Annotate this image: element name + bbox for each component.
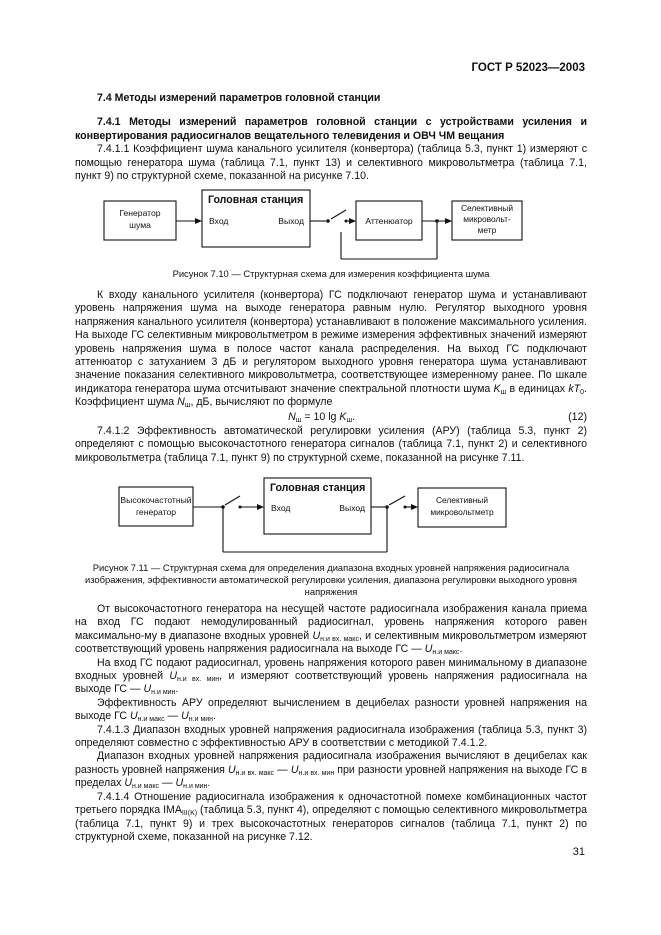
paragraph-7-4-1-4: 7.4.1.4 Отношение радиосигнала изображения к одночастотной помехе комбинационных частот третьего порядка $IMA_{III(K)}$ (таблица 5.3, пункт 4), определяют с помощью селективного микровольтметра (таблица 7.1, пункт 9) и трех высокочастотных генераторов сигналов (таблица 7.1, пункт 2) по структурной схеме, показанной на рисунке 7.12. (75, 790, 587, 843)
figure-7-10-caption: Рисунок 7.10 — Структурная схема для измерения коэффициента шума (172, 268, 490, 279)
paragraph-7-4-1-3: 7.4.1.3 Диапазон входных уровней напряжения радиосигнала изображения (таблица 5.3, пункт 3) определяют совместно с эффективностью АРУ в соответствии с методикой 7.4.1.2. (75, 723, 587, 750)
fig710-attenuator-label: Аттенюатор (365, 216, 413, 226)
fig711-gen-label-1: Высокочастотный (120, 495, 192, 505)
formula-12: $N_ш = 10$ $\lg K_ш$. (12) (288, 410, 587, 424)
fig711-output-label: Выход (339, 503, 365, 513)
fig710-gen-label-2: шума (129, 220, 151, 230)
fig710-input-label: Вход (209, 216, 229, 226)
heading-7-4-1: 7.4.1 Методы измерений параметров головной станции с устройствами усиления и конвертирования радиосигналов вещательного телевидения и ОВЧ ЧМ вещания (75, 116, 587, 142)
paragraph-agc-efficiency: Эффективность АРУ определяют вычислением в децибелах разности уровней напряжения на выходе ГС $U_{н.и макс}$ — $U_{н.и мин}$. (75, 696, 587, 724)
fig711-gen-label-2: генератор (135, 507, 177, 517)
page-number: 31 (572, 846, 585, 858)
fig711-input-label: Вход (271, 503, 291, 513)
fig711-meter-label-2: микровольтметр (430, 507, 494, 517)
fig710-meter-label-2: микровольт- (463, 214, 511, 224)
paragraph-input-range: Диапазон входных уровней напряжения радиосигнала изображения вычисляют в децибелах как разность уровней напряжения $U_{н.и вх. макс}$ — $U_{н.и вх. мин}$ при разности уровней напряжения на выходе ГС в пределах $U_{н.и макс}$ — $U_{н.и мин}$. (75, 750, 588, 791)
formula-number: (12) (568, 410, 587, 423)
fig710-station-title: Головная станция (208, 194, 304, 206)
fig710-output-label: Выход (278, 216, 304, 226)
paragraph-max-level: От высокочастотного генератора на несущей частоте радиосигнала изображения канала приема на вход ГС подают немодулированный радиосигнал, уровень напряжения которого равен максимально-му в диапазоне входных уровней $U_{н.и вх. макс}$, и селективным микровольтметром измеряют соответствующий уровень напряжения радиосигнала на выходе ГС — $U_{н.и макс}$. (75, 603, 587, 657)
figure-7-11-caption: Рисунок 7.11 — Структурная схема для определения диапазона входных уровней напряжения радиосигнала изображения, эффективности автоматической регулировки усиления, диапазона регулировки выходного уровня напряжения (84, 562, 578, 597)
paragraph-noise-procedure: К входу канального усилителя (конвертора) ГС подключают генератор шума и устанавливают уровень напряжения шума на выходе генератора равным нулю. Регулятор выходного уровня напряжения канального усилителя (конвертора) устанавливают в положение максимального усиления. На выходе ГС селективным микровольтметром в режиме измерения эффективных значений измеряют уровень напряжения шума в полосе частот канала распределения. На выход ГС подключают аттенюатор с затуханием 3 дБ и регулятором выходного уровня генератора шума устанавливают значение показания селективного микровольтметра, соответствующее измеренному ранее. По шкале индикатора генератора шума отсчитывают значение спектральной плотности шума $K_ш$ в единицах $kT_0$. Коэффициент шума $N_ш$, дБ, вычисляют по формуле (75, 289, 587, 410)
paragraph-7-4-1-1: 7.4.1.1 Коэффициент шума канального усилителя (конвертора) (таблица 5.3, пункт 1) измеряют с помощью генератора шума (таблица 7.1, пункт 13) и селективного микровольтметра (таблица 7.1, пункт 9) по структурной схеме, показанной на рисунке 7.10. (75, 143, 587, 183)
document-id-header: ГОСТ Р 52023—2003 (471, 62, 585, 74)
paragraph-min-level: На вход ГС подают радиосигнал, уровень напряжения которого равен минимальному в диапазоне входных уровней $U_{н.и вх. мин}$, и измеряют соответствующий уровень напряжения радиосигнала на выходе ГС — $U_{н.и мин}$. (75, 656, 587, 697)
fig710-gen-label-1: Генератор (119, 208, 161, 218)
fig710-meter-label-3: метр (477, 225, 497, 235)
main-text-block-3 (75, 603, 587, 844)
fig711-meter-label-1: Селективный (435, 495, 489, 505)
heading-7-4: 7.4 Методы измерений параметров головной станции (97, 92, 381, 104)
fig711-station-title: Головная станция (270, 482, 366, 494)
fig710-meter-label-1: Селективный (460, 203, 514, 213)
paragraph-7-4-1-2: 7.4.1.2 Эффективность автоматической регулировки усиления (АРУ) (таблица 5.3, пункт 2) определяют с помощью высокочастотного генератора сигналов (таблица 7.1, пункт 2) и селективного микровольтметра (таблица 7.1, пункт 9) по структурной схеме, показанной на рисунке 7.11. (75, 425, 587, 464)
